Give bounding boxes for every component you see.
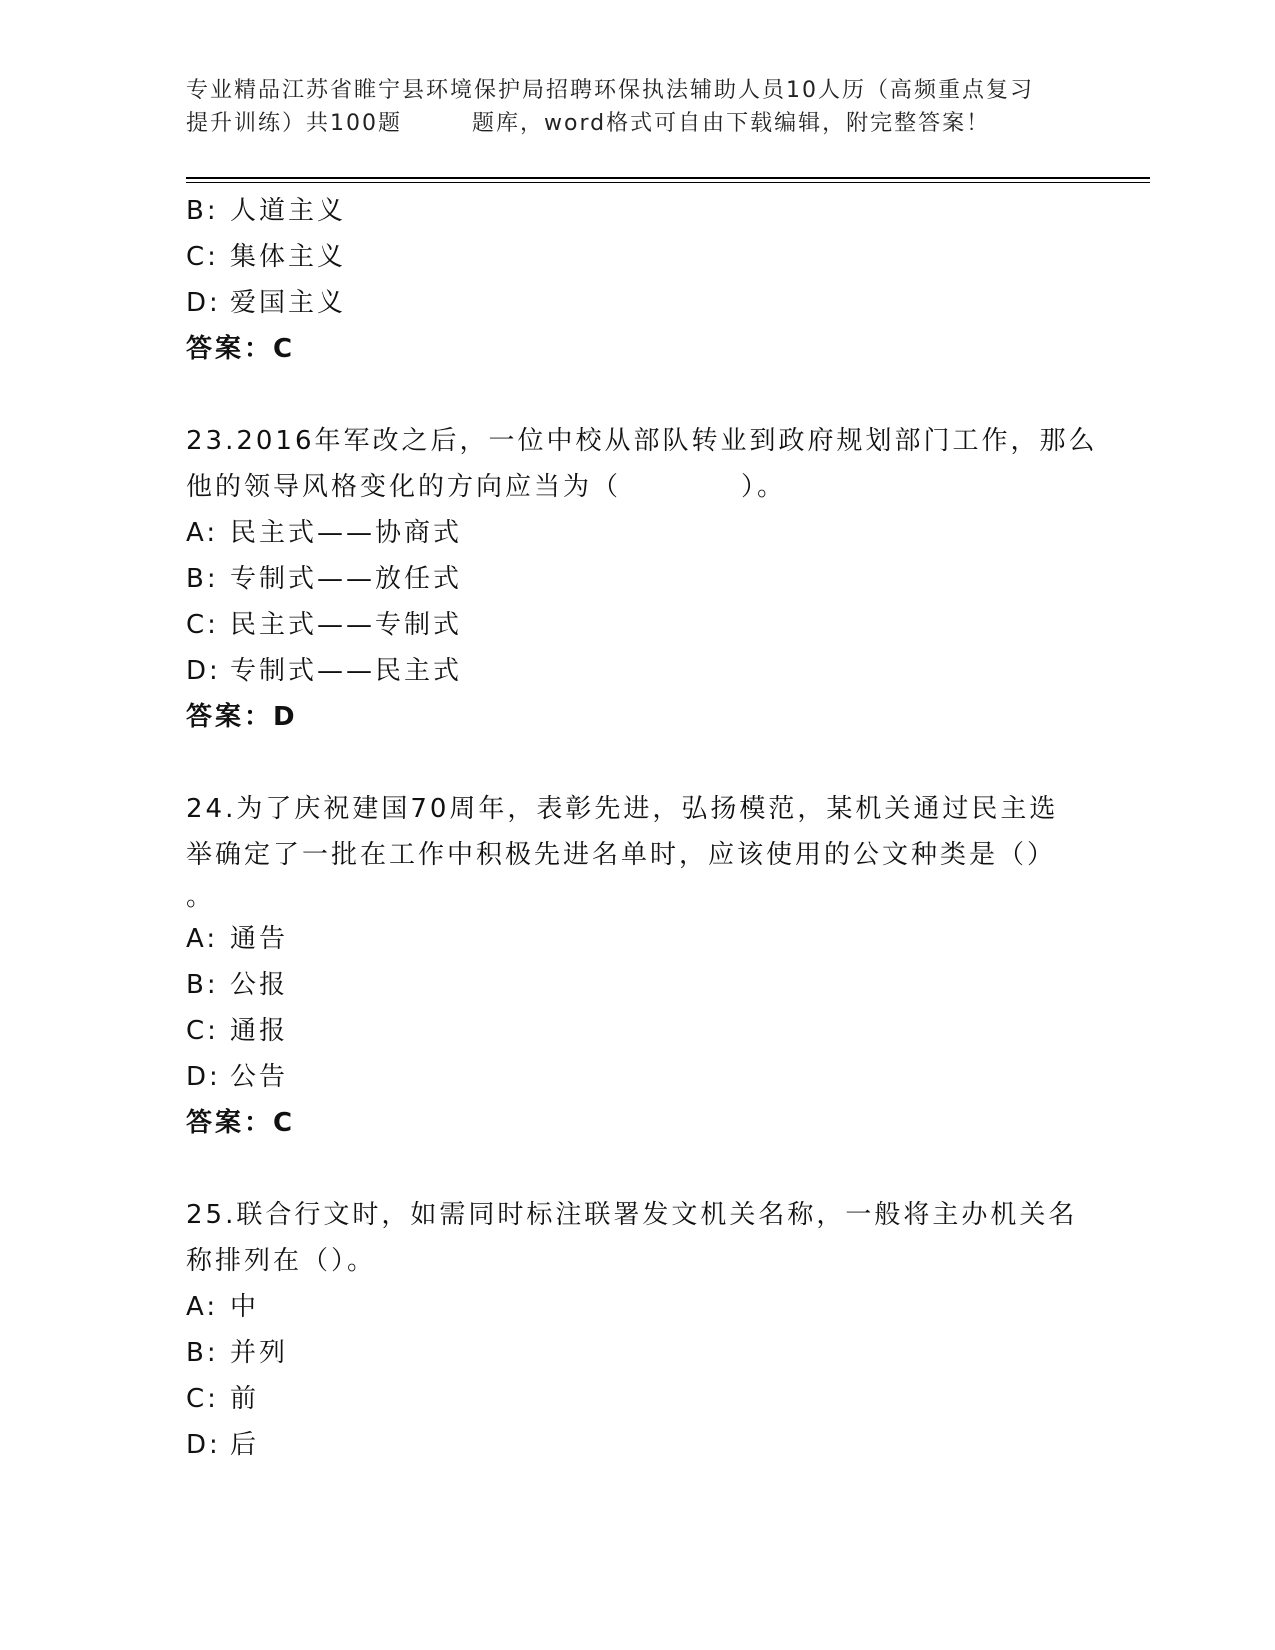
option-d: D: 公告 (186, 1062, 289, 1092)
document-header (186, 74, 1086, 140)
option-a: A: 民主式——协商式 (186, 518, 463, 548)
option-b: B: 公报 (186, 970, 289, 1000)
question-text-line: 25.联合行文时，如需同时标注联署发文机关名称，一般将主办机关名 (186, 1200, 1078, 1230)
header-rule-thick (186, 177, 1150, 179)
question-25 (186, 1192, 1086, 1468)
answer: 答案：D (186, 702, 298, 732)
question-text-line: 称排列在（）。 (186, 1246, 377, 1276)
header-rule-thin (186, 182, 1150, 183)
question-22-tail (186, 188, 1086, 372)
header-line-1: 专业精品江苏省睢宁县环境保护局招聘环保执法辅助人员10人历（高频重点复习 (186, 78, 1034, 103)
option-a: A: 中 (186, 1292, 260, 1322)
option-b: B: 并列 (186, 1338, 289, 1368)
question-text-line: 。 (186, 882, 216, 912)
option-d: D: 爱国主义 (186, 288, 347, 318)
question-text-line: 24.为了庆祝建国70周年，表彰先进，弘扬模范，某机关通过民主选 (186, 794, 1059, 824)
question-24 (186, 786, 1086, 1146)
answer: 答案：C (186, 1108, 296, 1138)
option-a: A: 通告 (186, 924, 289, 954)
header-line-2-end: 题库，word格式可自由下载编辑，附完整答案！ (472, 111, 991, 136)
option-c: C: 民主式——专制式 (186, 610, 463, 640)
option-c: C: 集体主义 (186, 242, 347, 272)
answer: 答案：C (186, 334, 296, 364)
document-body (186, 188, 1098, 1468)
question-text-line: 举确定了一批在工作中积极先进名单时，应该使用的公文种类是（） (186, 840, 1057, 870)
option-c: C: 前 (186, 1384, 260, 1414)
option-b: B: 人道主义 (186, 196, 347, 226)
option-d: D: 后 (186, 1430, 260, 1460)
header-line-2-start: 提升训练）共100题 (186, 111, 402, 136)
question-text-line: 他的领导风格变化的方向应当为（ ）。 (186, 472, 787, 502)
option-b: B: 专制式——放任式 (186, 564, 463, 594)
header-line-2 (186, 107, 1086, 140)
question-text-line: 23.2016年军改之后，一位中校从部队转业到政府规划部门工作，那么 (186, 426, 1098, 456)
option-d: D: 专制式——民主式 (186, 656, 463, 686)
question-23 (186, 418, 1098, 740)
option-c: C: 通报 (186, 1016, 289, 1046)
